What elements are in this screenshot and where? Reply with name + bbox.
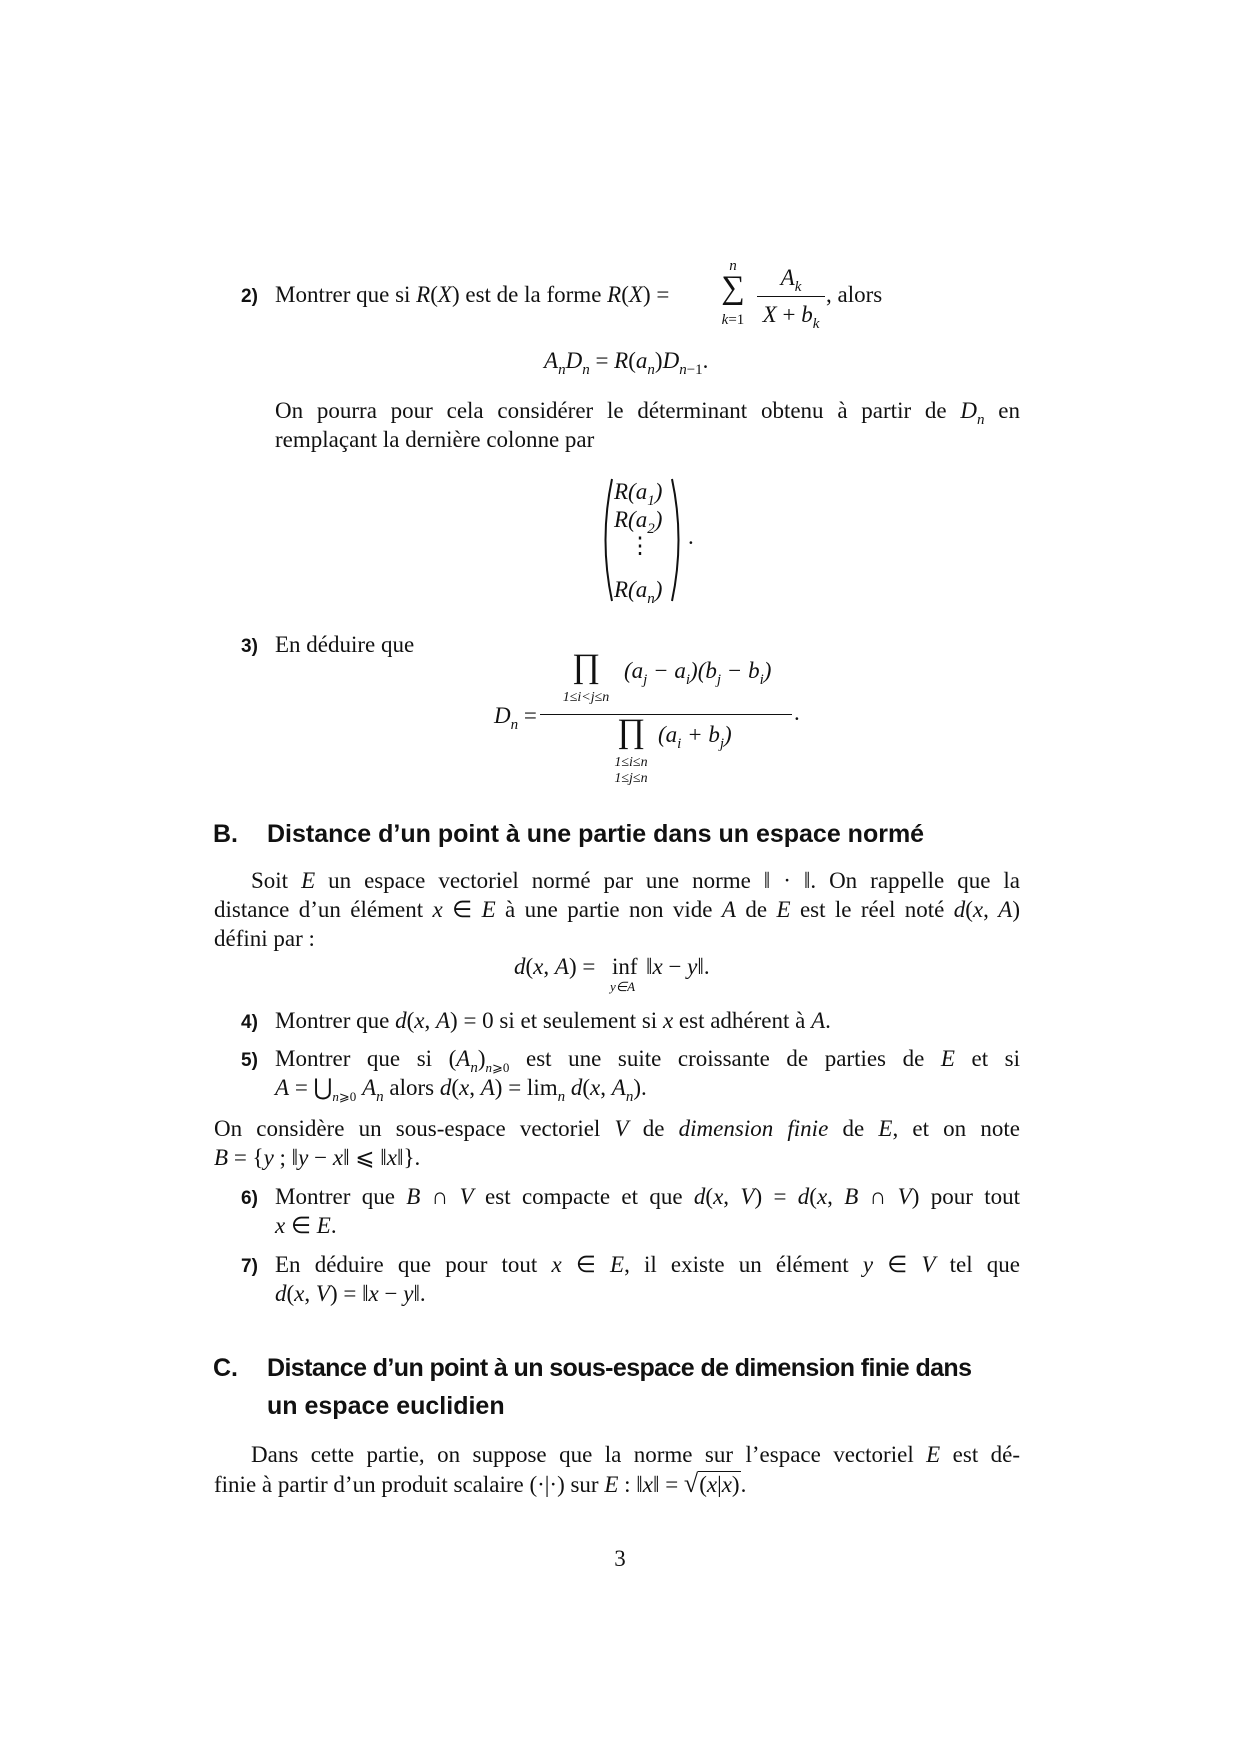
column-vdots: ⋮: [628, 533, 652, 558]
section-b-bridge-line: On considère un sous-espace vectoriel V de dimension finie de E, et on note: [214, 1116, 1020, 1141]
product-index: 1≤i≤n: [614, 755, 648, 770]
q2-trail-text: , alors: [826, 282, 883, 307]
sum-upper-bound: n: [729, 258, 737, 274]
q2-hint-line: remplaçant la dernière colonne par: [275, 427, 595, 452]
numerator-expression: $(a_j - a_i)(b_j - b_i)$: [624, 658, 772, 688]
question-number: 6): [241, 1188, 258, 1209]
question-number: 4): [241, 1012, 258, 1033]
product-index: 1≤j≤n: [614, 771, 648, 786]
product-symbol: ∏: [617, 713, 645, 750]
definition-inf-index: y∈A: [610, 979, 636, 994]
fraction-numerator: $A_k$: [780, 265, 802, 295]
denominator-expression: $(a_i + b_j)$: [658, 722, 732, 752]
q3-lead-text: En déduire que: [275, 632, 415, 657]
page-number: 3: [614, 1546, 626, 1571]
q3-trail: .: [794, 700, 800, 725]
fraction-bar: [540, 714, 792, 715]
section-letter: B.: [213, 820, 238, 848]
definition-lhs: d(x, A) =: [514, 954, 596, 979]
section-b-intro-line: distance d’un élément x ∈ E à une partie non vide A de E est le réel noté d(x, A): [214, 897, 1021, 922]
question-number: 3): [241, 636, 258, 657]
section-title: un espace euclidien: [267, 1392, 505, 1420]
sum-symbol: ∑: [721, 270, 745, 306]
section-b-bridge-line: B = {y ; ‖y − x‖ ⩽ ‖x‖}.: [214, 1145, 421, 1170]
section-letter: C.: [213, 1354, 238, 1382]
q5-line: $A = ⋃_{n⩾0}$ $A_n$ alors d(x, $A) = \lim_n d(x$, $A_n$).: [275, 1075, 647, 1105]
q2-identity: $A_nD_n = R(a_n)D_{n-1}$.: [544, 348, 709, 378]
fraction-bar: [757, 296, 825, 297]
q4-text: Montrer que d(x, A) = 0 si et seulement si x est adhérent à A.: [275, 1008, 831, 1033]
section-b-intro-line: Soit E un espace vectoriel normé par une norme ‖ · ‖. On rappelle que la: [251, 868, 1021, 893]
q5-line: Montrer que si $(A_n)_{n⩾0}$ est une suite croissante de parties de E et si: [275, 1046, 1020, 1076]
column-entry: $R(a_2)$: [614, 507, 663, 537]
column-entry: $R(a_n)$: [614, 577, 663, 607]
q6-line: x ∈ E.: [275, 1213, 337, 1238]
q3-lhs: $D_n$ =: [494, 703, 537, 733]
column-trail: .: [688, 524, 694, 549]
section-title: Distance d’un point à une partie dans un espace normé: [267, 820, 925, 848]
definition-inf: inf: [612, 954, 638, 979]
q2-lead-text: Montrer que si R(X) est de la forme R(X) =: [275, 282, 670, 307]
section-c-intro-line: Dans cette partie, on suppose que la norme sur l’espace vectoriel E est dé-: [251, 1442, 1021, 1467]
q2-hint-line: On pourra pour cela considérer le déterminant obtenu à partir de $D_n$ en: [275, 398, 1020, 428]
definition-rhs: ‖x − y‖.: [646, 954, 710, 979]
question-number: 5): [241, 1050, 258, 1071]
product-symbol: ∏: [572, 648, 600, 685]
column-entry: $R(a_1)$: [614, 479, 663, 509]
question-number: 2): [241, 286, 258, 307]
section-title: Distance d’un point à un sous-espace de dimension finie dans: [267, 1354, 972, 1382]
q7-line: d(x, V) = ‖x − y‖.: [275, 1281, 426, 1306]
q6-line: Montrer que B ∩ V est compacte et que d(x, V) = d(x, B ∩ V) pour tout: [275, 1184, 1020, 1209]
product-index: 1≤i<j≤n: [562, 690, 610, 705]
sum-lower-bound: k=1: [721, 312, 745, 328]
right-paren: [668, 477, 686, 603]
fraction-denominator: $X + b_k$: [762, 302, 820, 332]
q7-line: En déduire que pour tout x ∈ E, il existe un élément y ∈ V tel que: [275, 1252, 1021, 1277]
section-c-intro-line: finie à partir d’un produit scalaire (·|·) sur E : ‖x‖ = √(x|x).: [214, 1469, 747, 1498]
question-number: 7): [241, 1256, 258, 1277]
section-b-intro-line: défini par :: [214, 926, 315, 951]
